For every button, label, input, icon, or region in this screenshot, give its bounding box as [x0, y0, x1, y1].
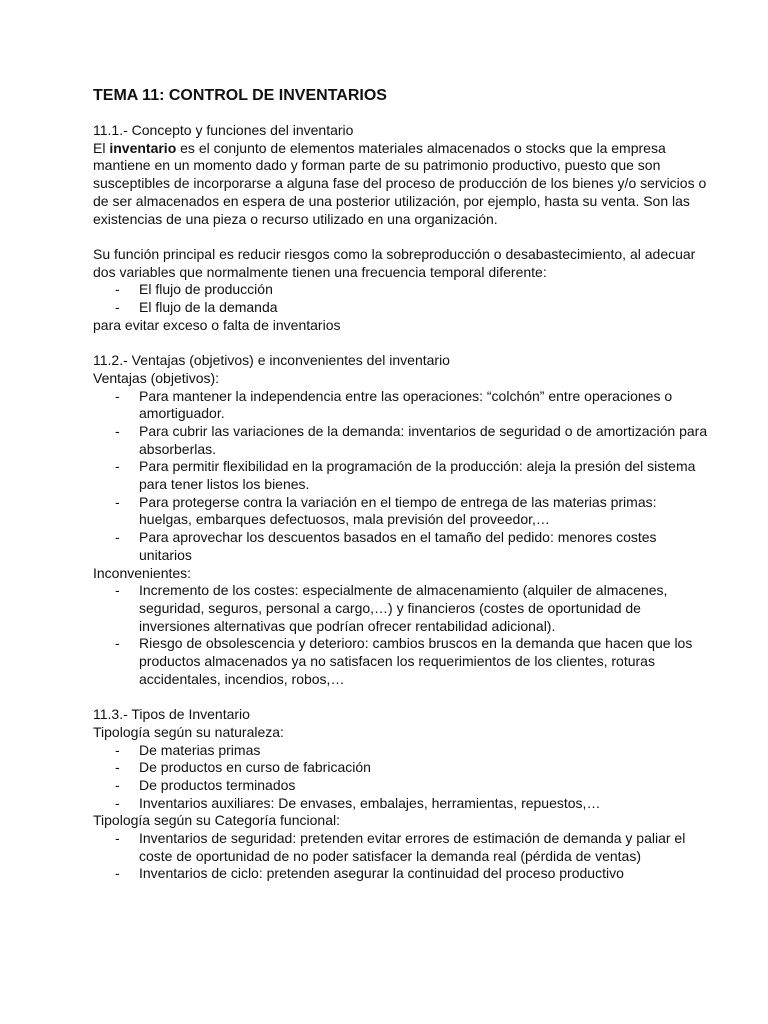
list-item: [93, 582, 708, 635]
dash-bullet: -: [115, 299, 120, 316]
paragraph-definition: [93, 140, 708, 229]
dash-bullet: -: [115, 281, 120, 298]
list-item: [93, 759, 708, 777]
list-item: [93, 635, 708, 688]
list-item: [93, 281, 708, 299]
dash-bullet: -: [115, 741, 120, 758]
paragraph-conclusion: para evitar exceso o falta de inventarios: [93, 316, 341, 333]
bullet-list-flows: [93, 281, 708, 316]
list-item-text: Inventarios de ciclo: pretenden asegurar la continuidad del proceso productivo: [139, 865, 624, 882]
list-item-text: El flujo de la demanda: [139, 299, 278, 316]
dash-bullet: -: [115, 776, 120, 793]
bullet-list-disadvantages: [93, 582, 708, 688]
dash-bullet: -: [115, 582, 120, 599]
dash-bullet: -: [115, 759, 120, 776]
disadvantages-label: Inconvenientes:: [93, 564, 192, 581]
nature-label: Tipología según su naturaleza:: [93, 723, 284, 740]
list-item: [93, 423, 708, 458]
list-item-text: Para cubrir las variaciones de la demanda: inventarios de seguridad o de amortización para absorberlas.: [139, 422, 708, 457]
list-item-text: Para permitir flexibilidad en la programación de la producción: aleja la presión del sistema para tener listos los bienes.: [139, 458, 696, 493]
list-item: [93, 795, 708, 813]
dash-bullet: -: [115, 794, 120, 811]
list-item: [93, 494, 708, 529]
list-item-text: Inventarios de seguridad: pretenden evitar errores de estimación de demanda y paliar el coste de oportunidad de no poder satisfacer la demanda real (pérdida de ventas): [139, 830, 686, 864]
list-item-text: De productos terminados: [139, 776, 296, 793]
dash-bullet: -: [115, 458, 120, 475]
section-heading-11-1: 11.1.- Concepto y funciones del inventario: [93, 122, 354, 138]
functional-label: Tipología según su Categoría funcional:: [93, 812, 340, 829]
spacer: [93, 334, 708, 352]
spacer: [93, 688, 708, 706]
bullet-list-advantages: [93, 388, 708, 565]
advantages-label: Ventajas (objetivos):: [93, 369, 220, 386]
list-item-text: Incremento de los costes: especialmente de almacenamiento (alquiler de almacenes, seguridad, seguros, personal a cargo,…) y financieros (costes de oportunidad de inversiones alternativas que podrían ofrecer rentabilidad adicional).: [139, 582, 668, 634]
paragraph-function: Su función principal es reducir riesgos como la sobreproducción o desabastecimiento, al adecuar dos variables que normalmente tienen una frecuencia temporal diferente:: [93, 245, 696, 280]
section-heading-11-2: 11.2.- Ventajas (objetivos) e inconvenientes del inventario: [93, 352, 450, 369]
list-item-text: De materias primas: [139, 741, 261, 758]
list-item: [93, 458, 708, 493]
list-item: [93, 830, 708, 865]
dash-bullet: -: [115, 635, 120, 652]
dash-bullet: -: [115, 830, 120, 847]
list-item-text: De productos en curso de fabricación: [139, 759, 371, 776]
list-item: [93, 777, 708, 795]
text-span: es el conjunto de elementos materiales almacenados o stocks que la empresa mantiene en un momento dado y forman parte de su patrimonio productivo, puesto que son susceptibles de incorporarse a alguna fase del proceso de producción de los bienes y/o servicios o de ser almacenados en espera de una posterior utilización, por ejemplo, hasta su venta. Son las existencias de una pieza o recurso utilizado en una organización.: [93, 139, 707, 227]
list-item-text: Inventarios auxiliares: De envases, embalajes, herramientas, repuestos,…: [139, 794, 601, 811]
dash-bullet: -: [115, 865, 120, 882]
dash-bullet: -: [115, 422, 120, 439]
dash-bullet: -: [115, 387, 120, 404]
bullet-list-nature: [93, 742, 708, 813]
dash-bullet: -: [115, 529, 120, 546]
bold-term: inventario: [109, 139, 177, 156]
section-heading-11-3: 11.3.- Tipos de Inventario: [93, 706, 250, 723]
dash-bullet: -: [115, 493, 120, 510]
bullet-list-functional: [93, 830, 708, 883]
list-item-text: Para aprovechar los descuentos basados en el tamaño del pedido: menores costes unitarios: [139, 529, 657, 563]
list-item: [93, 742, 708, 760]
list-item: [93, 388, 708, 423]
list-item: [93, 299, 708, 317]
text-span: El: [93, 139, 110, 156]
list-item: [93, 529, 708, 564]
list-item-text: Para protegerse contra la variación en el tiempo de entrega de las materias primas: huelgas, embarques defectuosos, mala previsión del proveedor,…: [139, 493, 657, 528]
page-title: TEMA 11: CONTROL DE INVENTARIOS: [93, 87, 387, 104]
list-item-text: Riesgo de obsolescencia y deterioro: cambios bruscos en la demanda que hacen que los productos almacenados ya no satisfacen los requerimientos de los clientes, roturas accidentales, incendios, robos,…: [139, 635, 693, 687]
spacer: [93, 228, 708, 246]
list-item-text: El flujo de producción: [139, 281, 273, 298]
list-item-text: Para mantener la independencia entre las operaciones: “colchón” entre operaciones o amortiguador.: [139, 387, 673, 422]
list-item: [93, 865, 708, 883]
